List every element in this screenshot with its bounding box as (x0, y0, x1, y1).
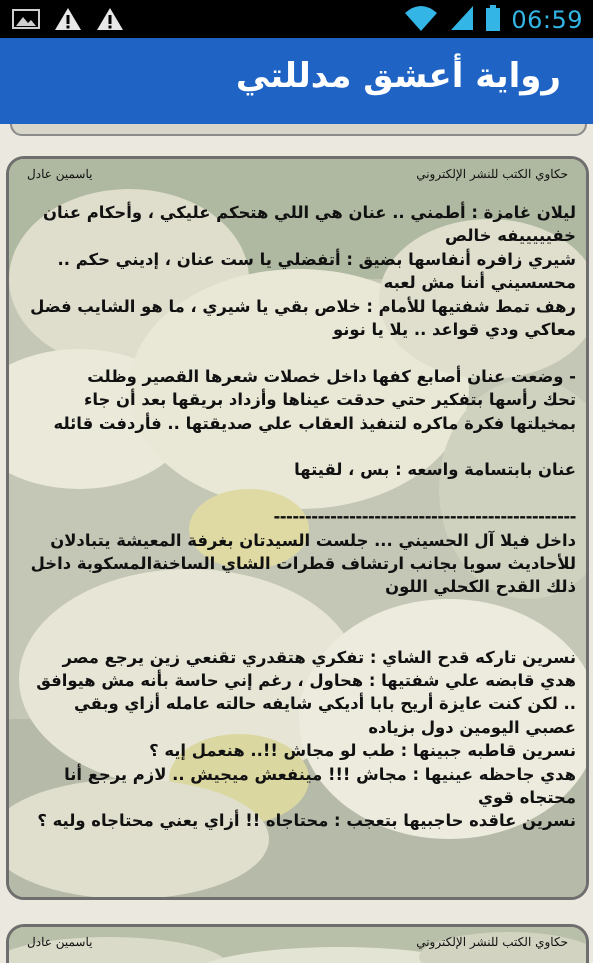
scene-separator: ------------------------------------------------ (273, 507, 576, 527)
signal-icon (449, 4, 475, 36)
story-line: هدي قابضه علي شفتيها : هحاول ، رغم إني حاسة بأنه مش هيوافق (36, 671, 576, 691)
publisher-label: حكاوي الكتب للنشر الإلكتروني (416, 935, 568, 949)
author-label: ياسمين عادل (27, 935, 93, 949)
publisher-label: حكاوي الكتب للنشر الإلكتروني (416, 167, 568, 181)
story-text (23, 201, 576, 833)
story-page-card[interactable] (6, 156, 589, 900)
warning-icon (96, 6, 124, 36)
blank-line (23, 435, 576, 458)
story-line: - وضعت عنان أصابع كفها داخل خصلات شعرها القصير وظلت (87, 366, 576, 386)
warning-icon (54, 6, 82, 36)
story-line: للأحاديث سويا بجانب ارتشاف قطرات الشاي الساخنةالمسكوبة داخل (30, 554, 576, 574)
story-line: معاكي ودي قواعد .. يلا يا نونو (332, 320, 576, 340)
blank-line (23, 599, 576, 622)
story-line: .. لكن كنت عايزة أريح بابا أديكي شايفه حالته عامله أزاي وبقي (73, 694, 576, 714)
story-line: ذلك القدح الكحلي اللون (385, 577, 576, 597)
story-line: رهف تمط شفتيها للأمام : خلاص بقي يا شيري ، ما هو الشايب فضل (30, 296, 576, 316)
story-line: محتجاه قوي (477, 788, 576, 808)
story-line: خفيييييفه خالص (445, 226, 576, 246)
page-header (27, 935, 568, 957)
blank-line (23, 482, 576, 505)
story-line: عصبي اليومين دول بزياده (368, 717, 576, 737)
image-icon (12, 7, 40, 35)
app-title: رواية أعشق مدللتي (235, 56, 561, 96)
app-bar (0, 38, 593, 124)
status-clock: 06:59 (511, 6, 583, 34)
status-bar (0, 0, 593, 38)
wifi-icon (403, 4, 439, 36)
story-line: محسسيني أننا مش لعبه (383, 273, 576, 293)
story-line: شيري زافره أنفاسها بضيق : أتفضلي يا ست عنان ، إديني حكم .. (57, 249, 576, 269)
battery-icon (485, 4, 501, 36)
story-line: نسرين قاطبه جبينها : طب لو مجاش !!.. هنعمل إيه ؟ (149, 741, 576, 761)
story-line: بمخيلتها فكرة ماكره لتنفيذ العقاب علي صديقتها .. فأردفت قائله (53, 413, 576, 433)
page-header (27, 167, 568, 189)
story-line: داخل فيلا آل الحسيني ... جلست السيدتان بغرفة المعيشة يتبادلان (50, 530, 576, 550)
story-line: نسرين عاقده حاجبيها بتعجب : محتاجاه !! أزاي يعني محتاجاه وليه ؟ (37, 811, 576, 831)
story-line: عنان بابتسامة واسعه : بس ، لقيتها (294, 460, 576, 480)
blank-line (23, 622, 576, 645)
blank-line (23, 341, 576, 364)
author-label: ياسمين عادل (27, 167, 93, 181)
previous-page-card-edge (10, 124, 587, 136)
story-line: تحك رأسها بتفكير حتي حدقت عيناها وأزداد بريقها بعد أن جاء (84, 390, 576, 410)
story-scroll-view[interactable] (0, 124, 593, 963)
story-page-card[interactable] (6, 924, 589, 963)
story-line: نسرين تاركه قدح الشاي : تفكري هتقدري تقنعي زين يرجع مصر (62, 647, 576, 667)
story-line: هدي جاحظه عينيها : مجاش !!! مينفعش ميجيش .. لازم يرجع أنا (64, 764, 576, 784)
story-line: ليلان غامزة : أطمني .. عنان هي اللي هتحكم عليكي ، وأحكام عنان (43, 203, 576, 222)
